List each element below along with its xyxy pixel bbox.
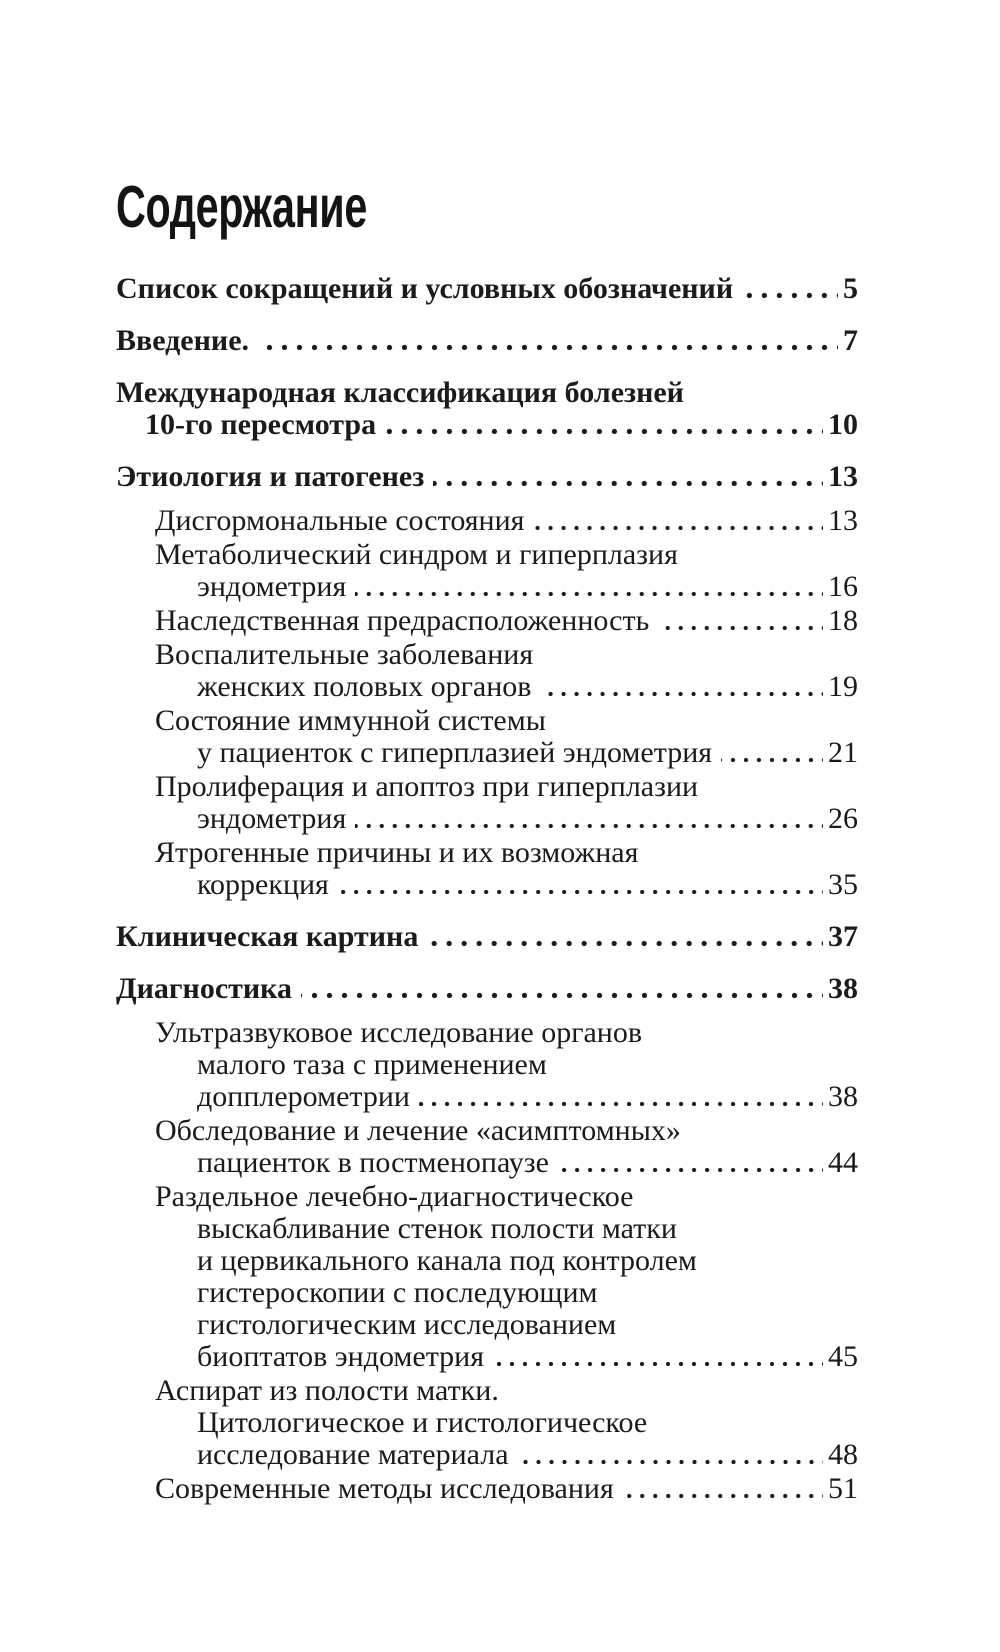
toc-entry-text: Пролиферация и апоптоз при гиперплазии	[155, 770, 699, 803]
toc-page-number: 7	[843, 324, 858, 357]
toc-page-number: 13	[828, 504, 858, 537]
toc-entry-text: 10-го пересмотра	[145, 408, 377, 441]
toc-line	[155, 571, 858, 603]
toc-entry-text: Наследственная предрасположенность	[155, 604, 650, 637]
toc-page-number: 38	[828, 972, 858, 1005]
toc-line	[155, 671, 858, 703]
toc-line	[155, 1473, 858, 1505]
toc-entry	[116, 539, 858, 603]
dot-leader	[540, 688, 823, 696]
toc-line	[116, 973, 858, 1005]
toc-line	[155, 803, 858, 835]
toc-entry	[116, 837, 858, 901]
toc-line	[116, 409, 858, 441]
toc-entry	[116, 273, 858, 305]
toc-line	[155, 1439, 858, 1471]
dot-leader	[493, 1358, 823, 1366]
dot-leader	[338, 886, 823, 894]
toc-entry-text: эндометрия	[197, 802, 347, 835]
toc-page-number: 37	[828, 920, 858, 953]
toc-page-number: 18	[828, 604, 858, 637]
toc-line	[155, 1309, 858, 1341]
toc-entry-text: Ятрогенные причины и их возможная	[155, 836, 639, 869]
toc-entry	[116, 1115, 858, 1179]
toc-entry	[116, 1375, 858, 1471]
toc-entry-text: Современные методы исследования	[155, 1472, 614, 1505]
toc-page-number: 48	[828, 1438, 858, 1471]
dot-leader	[558, 1164, 823, 1172]
toc-entry-text: Обследование и лечение «асимптомных»	[155, 1114, 681, 1147]
toc-page-number: 5	[843, 272, 858, 305]
dot-leader	[419, 1098, 823, 1106]
toc-entry-text: Клиническая картина	[116, 920, 419, 953]
toc-line	[155, 837, 858, 869]
toc-entry-text: Цитологическое и гистологическое	[197, 1406, 648, 1439]
table-of-contents	[116, 175, 858, 1507]
toc-line	[155, 505, 858, 537]
toc-entry-text: биоптатов эндометрия	[197, 1340, 485, 1373]
toc-page-number: 19	[828, 670, 858, 703]
toc-entry	[116, 973, 858, 1005]
toc-entry	[116, 605, 858, 637]
toc-entry-text: Воспалительные заболевания	[155, 638, 534, 671]
toc-entry	[116, 705, 858, 769]
toc-page-number: 45	[828, 1340, 858, 1373]
dot-leader	[721, 754, 823, 762]
toc-entry	[116, 1017, 858, 1113]
toc-entry-text: женских половых органов	[197, 670, 532, 703]
toc-line	[116, 377, 858, 409]
toc-entry	[116, 325, 858, 357]
toc-entry-text: у пациенток с гиперплазией эндометрия	[197, 736, 713, 769]
toc-entry-text: допплерометрии	[197, 1080, 410, 1113]
toc-line	[155, 1245, 858, 1277]
dot-leader	[518, 1456, 823, 1464]
toc-line	[155, 1375, 858, 1407]
toc-page-number: 16	[828, 570, 858, 603]
toc-page-number: 38	[828, 1080, 858, 1113]
toc-entry	[116, 921, 858, 953]
toc-line	[116, 273, 858, 305]
toc-line	[155, 1017, 858, 1049]
toc-entry	[116, 639, 858, 703]
dot-leader	[658, 622, 823, 630]
toc-entry	[116, 1473, 858, 1505]
toc-entry-text: Введение.	[116, 324, 250, 357]
dot-leader	[355, 820, 823, 828]
toc-line	[155, 771, 858, 803]
toc-line	[155, 1081, 858, 1113]
toc-entry-text: Этиология и патогенез	[116, 460, 425, 493]
dot-leader	[427, 938, 823, 946]
toc-line	[155, 1277, 858, 1309]
toc-line	[155, 605, 858, 637]
toc-entry-text: гистероскопии с последующим	[197, 1276, 598, 1309]
toc-page-number: 44	[828, 1146, 858, 1179]
toc-entry-text: Дисгормональные состояния	[155, 504, 525, 537]
toc-entry-text: Ультразвуковое исследование органов	[155, 1016, 643, 1049]
toc-line	[155, 869, 858, 901]
toc-entry	[116, 461, 858, 493]
toc-line	[155, 1181, 858, 1213]
toc-entry-text: Аспират из полости матки.	[155, 1374, 499, 1407]
toc-entry-text: гистологическим исследованием	[197, 1308, 617, 1341]
toc-page-number: 10	[828, 408, 858, 441]
toc-line	[155, 1407, 858, 1439]
toc-line	[155, 1213, 858, 1245]
toc-entry-text: выскабливание стенок полости матки	[197, 1212, 677, 1245]
toc-line	[116, 921, 858, 953]
toc-entry	[116, 377, 858, 441]
toc-entry-text: Раздельное лечебно-диагностическое	[155, 1180, 634, 1213]
dot-leader	[742, 290, 838, 298]
toc-entry-text: Диагностика	[116, 972, 293, 1005]
toc-entry-text: малого таза с применением	[197, 1048, 547, 1081]
toc-line	[116, 461, 858, 493]
toc-line	[155, 1115, 858, 1147]
dot-leader	[533, 522, 823, 530]
dot-leader	[355, 588, 823, 596]
toc-line	[155, 639, 858, 671]
dot-leader	[623, 1490, 823, 1498]
toc-page-number: 35	[828, 868, 858, 901]
toc-entry	[116, 771, 858, 835]
toc-page-number: 51	[828, 1472, 858, 1505]
dot-leader	[258, 342, 838, 350]
toc-entry-text: Список сокращений и условных обозначений	[116, 272, 734, 305]
dot-leader	[385, 426, 823, 434]
toc-entry-text: и цервикального канала под контролем	[197, 1244, 697, 1277]
toc-entry-text: Международная классификация болезней	[116, 376, 684, 409]
toc-entry	[116, 1181, 858, 1373]
toc-page-number: 26	[828, 802, 858, 835]
page-title: Содержание	[116, 174, 367, 240]
toc-line	[155, 539, 858, 571]
toc-line	[155, 1147, 858, 1179]
toc-line	[155, 1049, 858, 1081]
dot-leader	[301, 990, 823, 998]
toc-entry	[116, 505, 858, 537]
toc-line	[155, 1341, 858, 1373]
toc-entry-text: пациенток в постменопаузе	[197, 1146, 549, 1179]
toc-line	[155, 705, 858, 737]
toc-entry-text: эндометрия	[197, 570, 347, 603]
page-title-block	[116, 175, 858, 253]
toc-line	[155, 737, 858, 769]
toc-page-number: 21	[828, 736, 858, 769]
toc-entry-text: исследование материала	[197, 1438, 509, 1471]
toc-entry-text: коррекция	[197, 868, 329, 901]
toc-entry-text: Метаболический синдром и гиперплазия	[155, 538, 678, 571]
toc-line	[116, 325, 858, 357]
toc-page-number: 13	[828, 460, 858, 493]
toc-entry-text: Состояние иммунной системы	[155, 704, 546, 737]
dot-leader	[433, 478, 823, 486]
